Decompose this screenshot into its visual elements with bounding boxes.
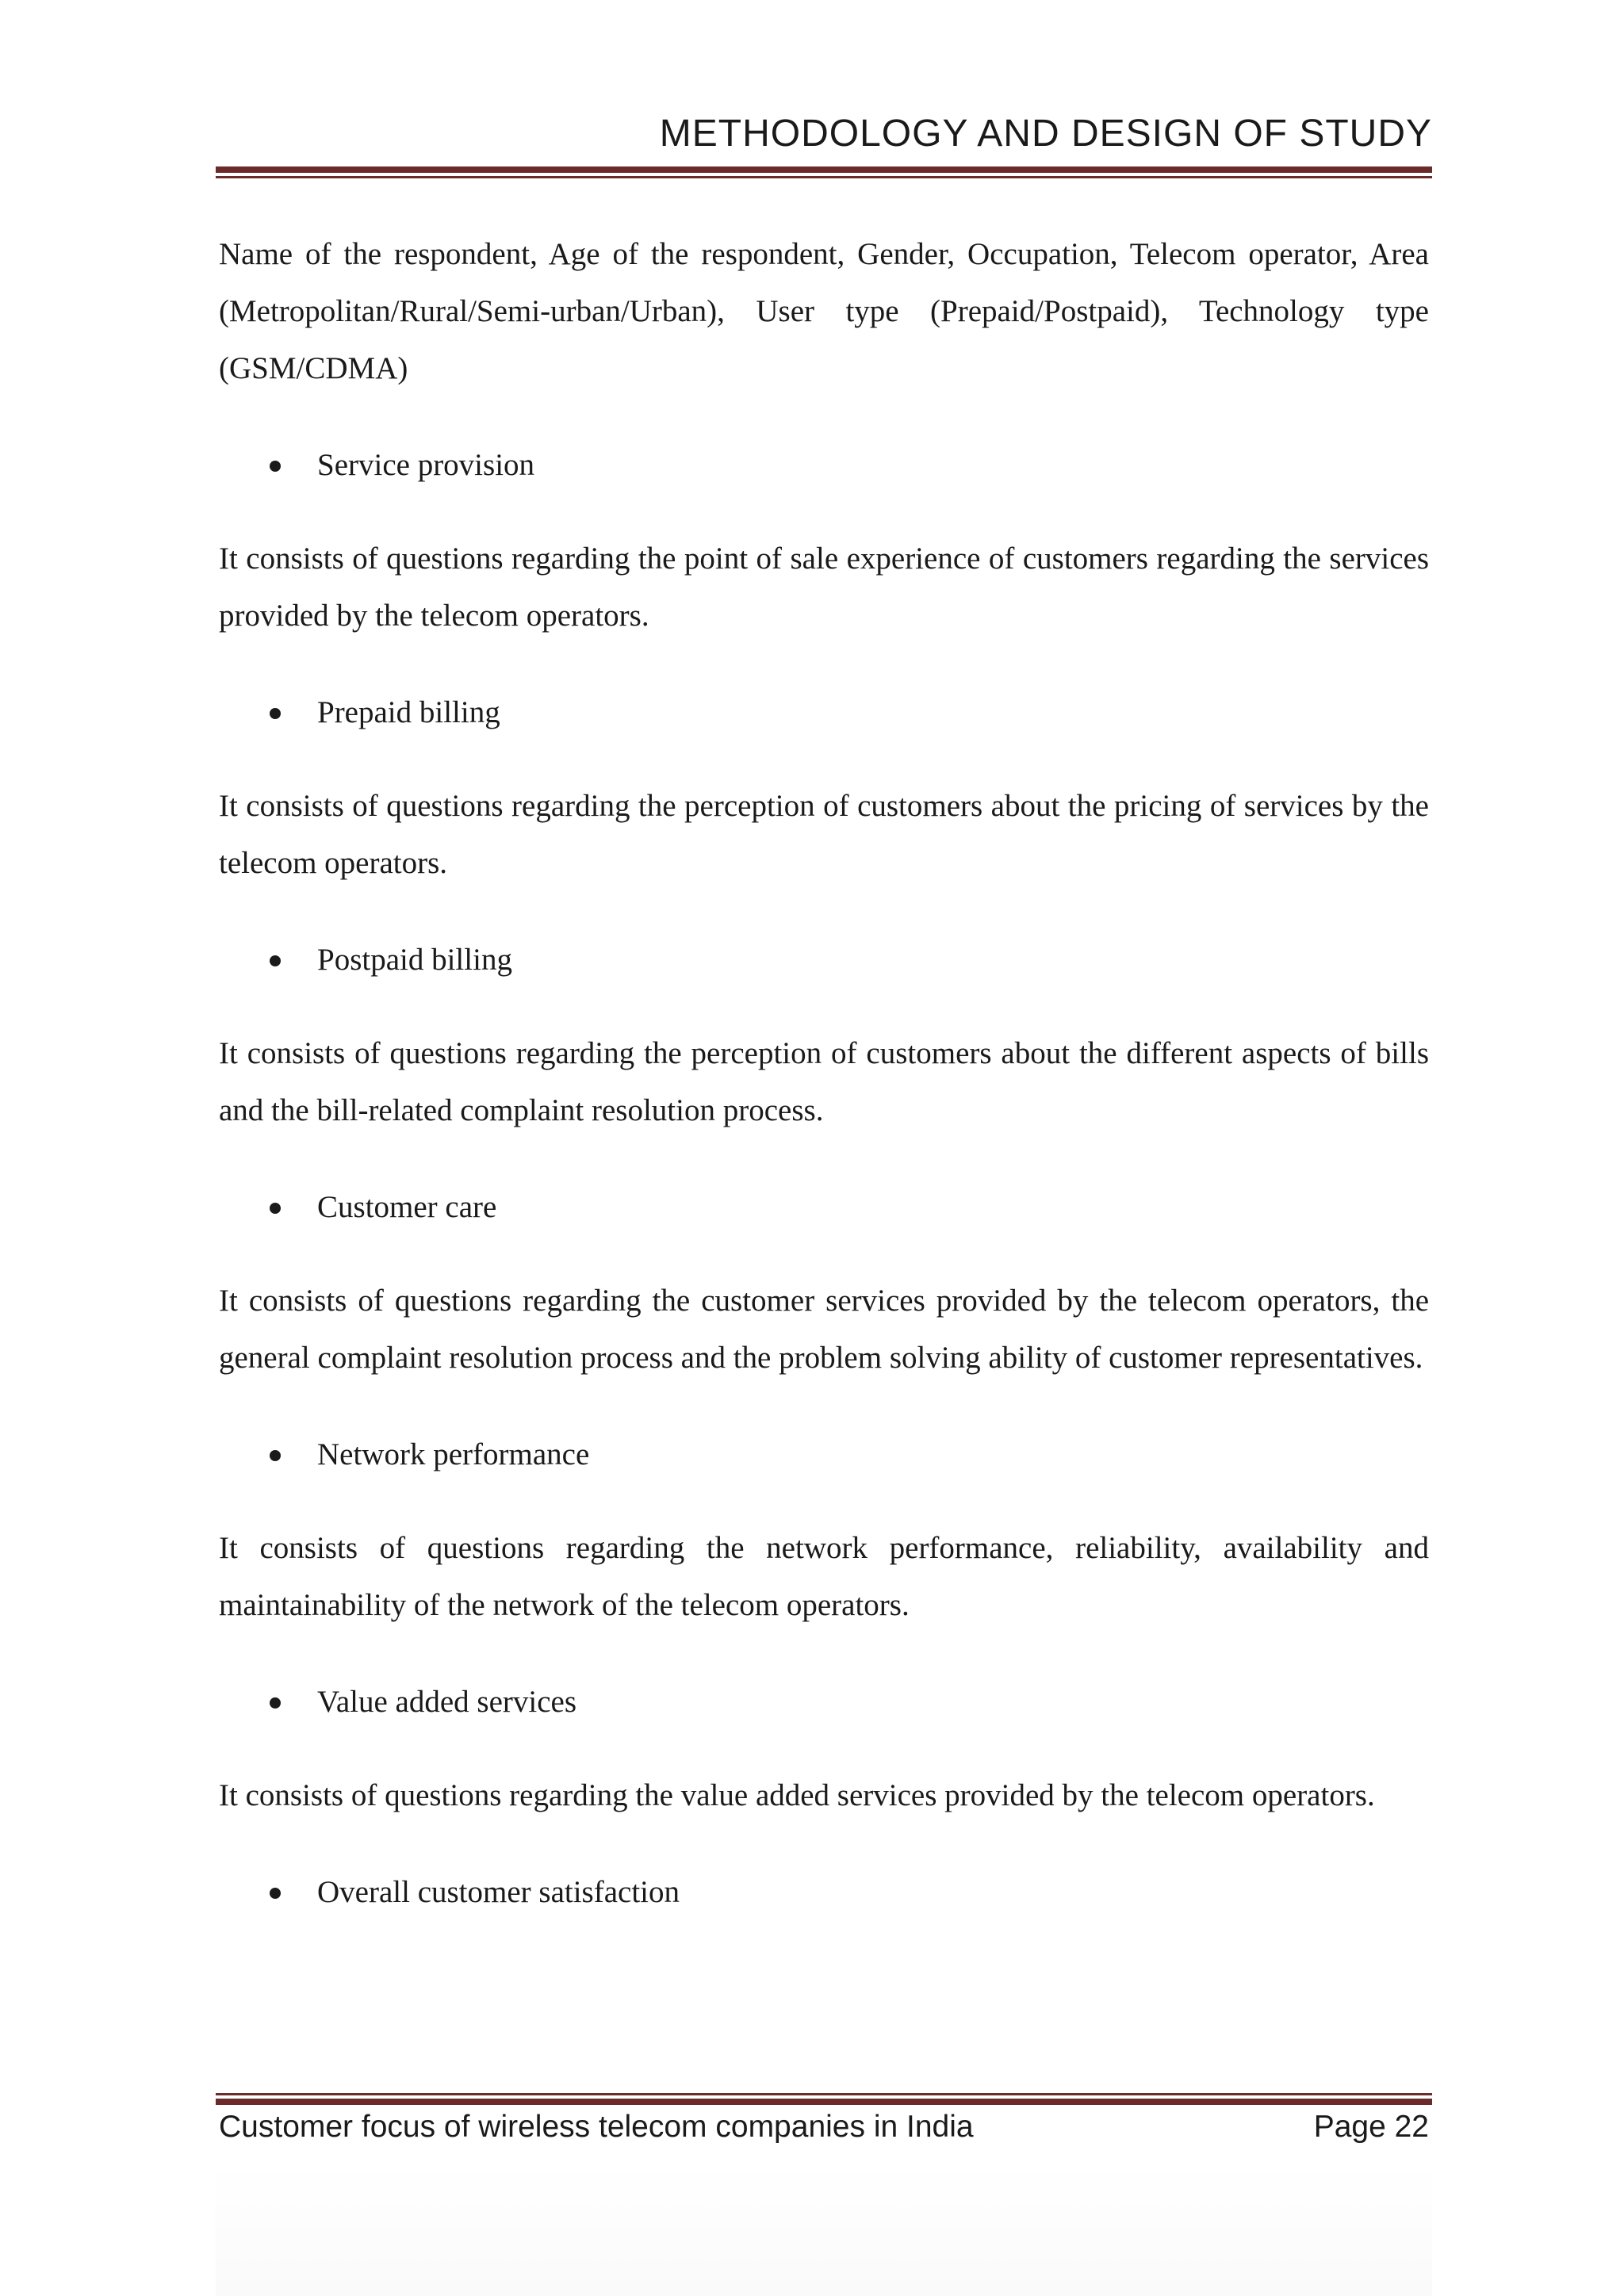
bullet-label: Postpaid billing	[317, 943, 512, 977]
footer-document-title: Customer focus of wireless telecom companies in India	[219, 2110, 974, 2144]
bullet-label: Value added services	[317, 1685, 577, 1719]
bullet-service-provision	[219, 437, 1429, 494]
bullet-label: Customer care	[317, 1190, 497, 1224]
bullet-label: Overall customer satisfaction	[317, 1875, 680, 1909]
bullet-dot-icon	[270, 1203, 281, 1214]
bullet-value-added-services	[219, 1674, 1429, 1731]
bullet-network-performance	[219, 1426, 1429, 1483]
footer-page-number: Page 22	[1313, 2110, 1429, 2144]
bullet-dot-icon	[270, 1888, 281, 1899]
paragraph-network-performance: It consists of questions regarding the network performance, reliability, availability and maintainability of the network of the telecom operators.	[219, 1531, 1429, 1622]
footer-rule	[216, 2093, 1432, 2105]
paragraph-value-added-services: It consists of questions regarding the value added services provided by the telecom operators.	[219, 1778, 1375, 1812]
page-footer	[219, 2105, 1429, 2149]
bullet-label: Prepaid billing	[317, 695, 500, 729]
bullet-label: Service provision	[317, 448, 535, 482]
paragraph-prepaid-billing: It consists of questions regarding the perception of customers about the pricing of services by the telecom operators.	[219, 789, 1429, 880]
paragraph-respondent-fields: Name of the respondent, Age of the respondent, Gender, Occupation, Telecom operator, Area (Metropolitan/Rural/Semi-urban/Urban), User type (Prepaid/Postpaid), Technology type (GSM/CDMA)	[219, 237, 1429, 385]
bullet-dot-icon	[270, 955, 281, 966]
footer-rule-thick	[216, 2099, 1432, 2105]
bottom-margin-shade	[216, 2164, 1432, 2296]
bullet-dot-icon	[270, 1697, 281, 1709]
footer-rule-thin	[216, 2093, 1432, 2095]
bullet-label: Network performance	[317, 1437, 590, 1471]
bullet-customer-care	[219, 1179, 1429, 1236]
bullet-dot-icon	[270, 708, 281, 719]
page-body	[219, 226, 1429, 1957]
bullet-prepaid-billing	[219, 684, 1429, 741]
bullet-postpaid-billing	[219, 932, 1429, 989]
bullet-dot-icon	[270, 1450, 281, 1461]
header-rule	[216, 166, 1432, 178]
paragraph-customer-care: It consists of questions regarding the customer services provided by the telecom operators, the general complaint resolution process and the problem solving ability of customer representatives.	[219, 1284, 1429, 1375]
paragraph-service-provision: It consists of questions regarding the point of sale experience of customers regarding the services provided by the telecom operators.	[219, 541, 1429, 633]
bullet-dot-icon	[270, 461, 281, 472]
header-rule-thin	[216, 176, 1432, 178]
page-header-title: METHODOLOGY AND DESIGN OF STUDY	[659, 113, 1432, 155]
bullet-overall-satisfaction	[219, 1864, 1429, 1921]
paragraph-postpaid-billing: It consists of questions regarding the perception of customers about the different aspects of bills and the bill-related complaint resolution process.	[219, 1036, 1429, 1127]
header-rule-thick	[216, 166, 1432, 173]
